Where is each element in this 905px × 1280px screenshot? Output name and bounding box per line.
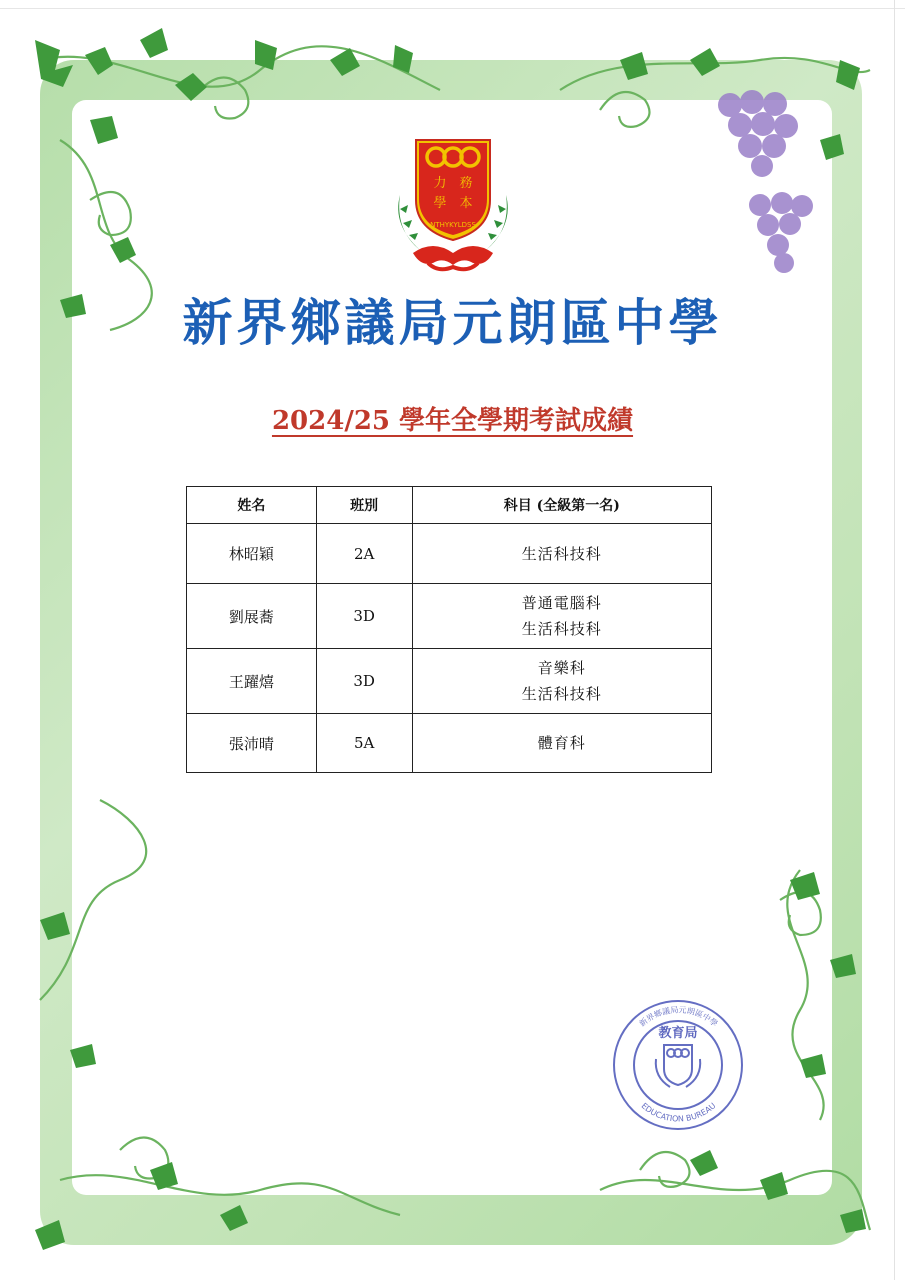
table-row [187, 584, 712, 649]
seal-bottom-text: EDUCATION BUREAU [639, 1101, 718, 1124]
subject: 生活科技科 [521, 620, 602, 638]
subject-cell [412, 524, 711, 584]
student-class: 2A [316, 524, 412, 584]
crest-char-4: 本 [459, 196, 473, 211]
subject: 普通電腦科 [521, 594, 602, 612]
document-title-text: 2024/25 學年全學期考試成績 [271, 406, 634, 436]
subject: 生活科技科 [521, 685, 602, 703]
student-class: 5A [316, 714, 412, 773]
seal-top-text: 教育局 [658, 1026, 698, 1041]
table-row [187, 649, 712, 714]
subject-cell [412, 649, 711, 714]
student-name: 林昭穎 [187, 524, 317, 584]
crest-char-2: 務 [459, 176, 473, 191]
table-row [187, 524, 712, 584]
student-name: 王躍熺 [187, 649, 317, 714]
school-crest-logo [388, 135, 518, 275]
seal-ring-text: 新界鄉議局元朗區中學 [637, 1005, 720, 1029]
student-class: 3D [316, 649, 412, 714]
grapes [718, 90, 813, 273]
table-header-row [187, 487, 712, 524]
crest-char-1: 力 [433, 176, 447, 191]
student-name: 張沛晴 [187, 714, 317, 773]
svg-text:EDUCATION BUREAU [640, 1101, 718, 1124]
school-name-title: 新界鄉議局元朗區中學 [182, 294, 723, 352]
crest-ring-text: NTHYKYLDSS [430, 221, 476, 229]
document-title [0, 400, 905, 437]
subject: 生活科技科 [521, 544, 602, 563]
student-class: 3D [316, 584, 412, 649]
table-row [187, 714, 712, 773]
header-subjects: 科目 (全級第一名) [412, 487, 711, 524]
subject-cell [412, 584, 711, 649]
crest-char-3: 學 [433, 196, 447, 211]
student-name: 劉展蕎 [187, 584, 317, 649]
header-name: 姓名 [187, 487, 317, 524]
education-bureau-seal [606, 995, 751, 1130]
subject: 體育科 [537, 734, 586, 752]
subject: 音樂科 [537, 659, 586, 677]
results-table [186, 486, 712, 773]
subject-cell [412, 714, 711, 773]
header-class: 班別 [316, 487, 412, 524]
